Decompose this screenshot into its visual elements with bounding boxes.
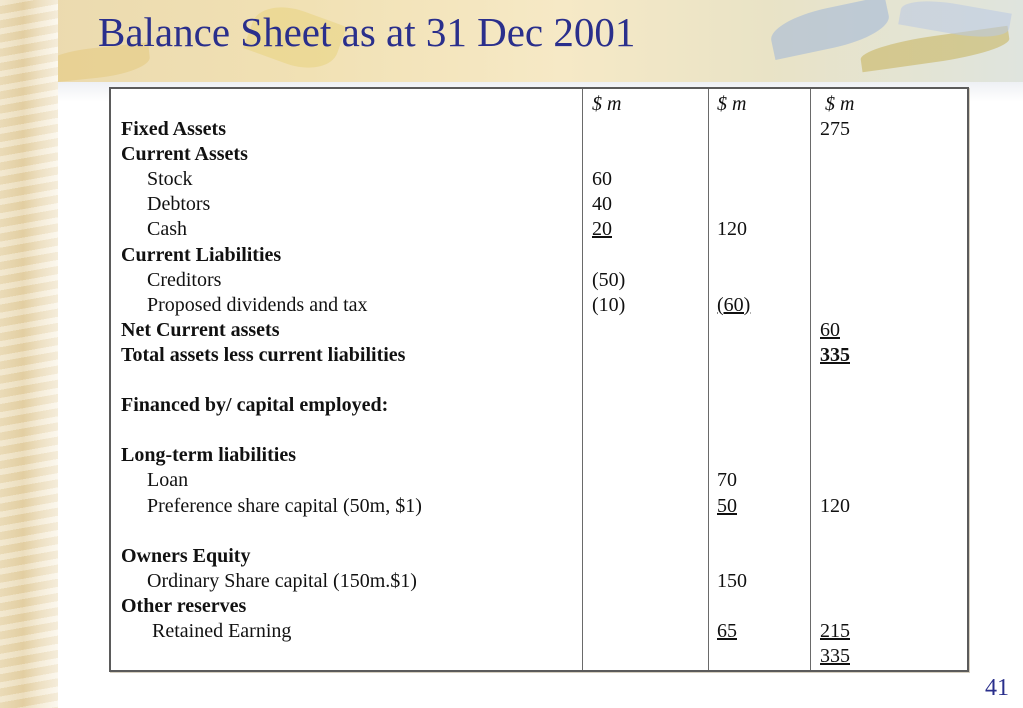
- cell-value: 120: [820, 494, 850, 517]
- table-row: [111, 494, 967, 519]
- column-header-unit: $ m: [820, 93, 855, 115]
- table-row: [111, 243, 967, 268]
- table-row: [111, 343, 967, 368]
- row-label: Proposed dividends and tax: [147, 293, 368, 316]
- cell-value: (60): [717, 293, 751, 316]
- page-number: 41: [985, 675, 1009, 701]
- table-row: [111, 594, 967, 619]
- left-background-strip: [0, 0, 58, 708]
- row-label: Net Current assets: [121, 318, 280, 341]
- balance-sheet-table: [109, 87, 969, 672]
- row-label: Fixed Assets: [121, 118, 226, 141]
- row-label: Loan: [147, 469, 189, 492]
- row-label: Other reserves: [121, 594, 247, 617]
- cell-value: 335: [820, 343, 850, 366]
- table-row: [111, 217, 967, 242]
- slide-title: Balance Sheet as at 31 Dec 2001: [98, 9, 636, 55]
- cell-value: 215: [820, 619, 850, 642]
- table-row: [111, 293, 967, 318]
- row-label: Debtors: [147, 193, 211, 216]
- cell-value: 335: [820, 645, 850, 668]
- table-header-row: [111, 92, 967, 117]
- cell-value: (10): [592, 293, 626, 316]
- table-row: [111, 268, 967, 293]
- row-label: Financed by/ capital employed:: [121, 394, 389, 417]
- row-label: Current Liabilities: [121, 243, 282, 266]
- table-row: [111, 443, 967, 468]
- row-label: Cash: [147, 218, 187, 241]
- table-row: [111, 544, 967, 569]
- row-label: Preference share capital (50m, $1): [147, 494, 422, 517]
- cell-value: 65: [717, 619, 737, 642]
- table-row: [111, 117, 967, 142]
- table-row: [111, 619, 967, 644]
- cell-value: 60: [820, 318, 840, 341]
- table-row: [111, 192, 967, 217]
- row-label: Stock: [147, 168, 193, 191]
- table-row: [111, 393, 967, 418]
- row-label: Owners Equity: [121, 544, 251, 567]
- row-label: Current Assets: [121, 143, 248, 166]
- table-row-spacer: [111, 418, 967, 443]
- cell-value: 60: [592, 168, 612, 191]
- cell-value: 50: [717, 494, 737, 517]
- table-row: [111, 167, 967, 192]
- row-label: Total assets less current liabilities: [121, 343, 406, 366]
- table-row-spacer: [111, 368, 967, 393]
- row-label: Retained Earning: [152, 619, 292, 642]
- row-label: Long-term liabilities: [121, 444, 296, 467]
- row-label: Creditors: [147, 268, 222, 291]
- cell-value: (50): [592, 268, 626, 291]
- table-body: [111, 92, 967, 669]
- column-header-unit: $ m: [592, 93, 622, 115]
- cell-value: 40: [592, 193, 612, 216]
- table-row: [111, 644, 967, 669]
- row-label: Ordinary Share capital (150m.$1): [147, 569, 417, 592]
- column-header-unit: $ m: [717, 93, 747, 115]
- cell-value: 275: [820, 118, 850, 141]
- cell-value: 120: [717, 218, 747, 241]
- table-row: [111, 318, 967, 343]
- table-row: [111, 468, 967, 493]
- table-row-spacer: [111, 519, 967, 544]
- cell-value: 70: [717, 469, 737, 492]
- cell-value: 150: [717, 569, 747, 592]
- table-row: [111, 142, 967, 167]
- table-row: [111, 569, 967, 594]
- cell-value: 20: [592, 218, 612, 241]
